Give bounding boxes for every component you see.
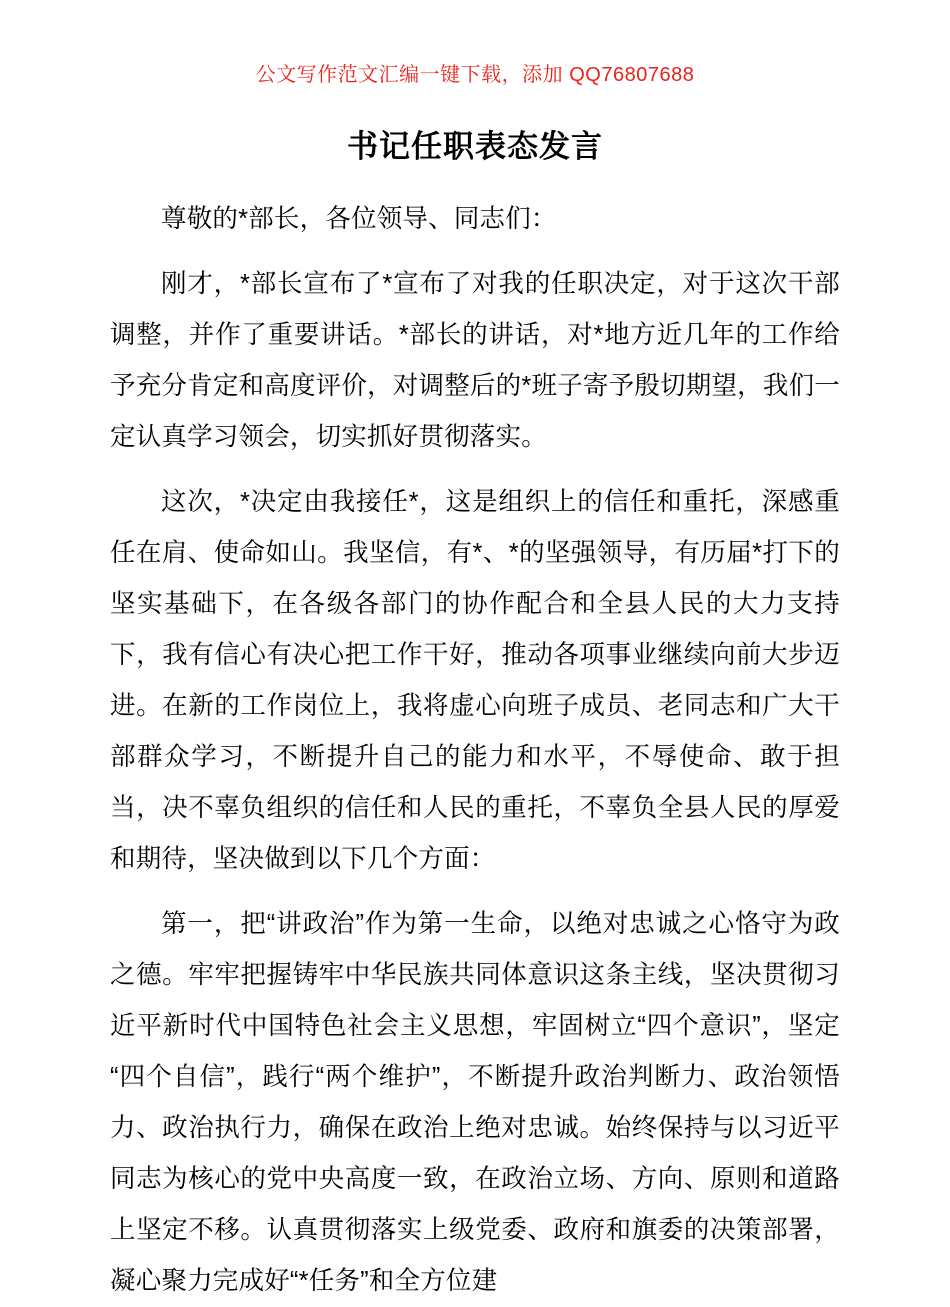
watermark-text: 公文写作范文汇编一键下载，添加 QQ76807688 — [255, 64, 695, 86]
paragraph: 刚才，*部长宣布了*宣布了对我的任职决定，对于这次干部调整，并作了重要讲话。*部长的讲话，对*地方近几年的工作给予充分肯定和高度评价，对调整后的*班子寄予殷切期望，我们一定认真学习领会，切实抓好贯彻落实。 — [110, 270, 840, 451]
paragraph: 这次，*决定由我接任*，这是组织上的信任和重托，深感重任在肩、使命如山。我坚信，有*、*的坚强领导，有历届*打下的坚实基础下，在各级各部门的协作配合和全县人民的大力支持下，我有信心有决心把工作干好，推动各项事业继续向前大步迈进。在新的工作岗位上，我将虚心向班子成员、老同志和广大干部群众学习，不断提升自己的能力和水平，不辱使命、敢于担当，决不辜负组织的信任和人民的重托，不辜负全县人民的厚爱和期待，坚决做到以下几个方面： — [110, 488, 840, 873]
document-page — [0, 58, 950, 1295]
document-body — [110, 194, 840, 1307]
paragraph: 尊敬的*部长，各位领导、同志们： — [161, 205, 557, 233]
page-title: 书记任职表态发言 — [347, 129, 603, 164]
paragraph: 第一，把“讲政治”作为第一生命，以绝对忠诚之心恪守为政之德。牢牢把握铸牢中华民族共同体意识这条主线，坚决贯彻习近平新时代中国特色社会主义思想，牢固树立“四个意识”，坚定“四个自信”，践行“两个维护”，不断提升政治判断力、政治领悟力、政治执行力，确保在政治上绝对忠诚。始终保持与以习近平同志为核心的党中央高度一致，在政治立场、方向、原则和道路上坚定不移。认真贯彻落实上级党委、政府和旗委的决策部署，凝心聚力完成好“*任务”和全方位建 — [110, 910, 840, 1295]
